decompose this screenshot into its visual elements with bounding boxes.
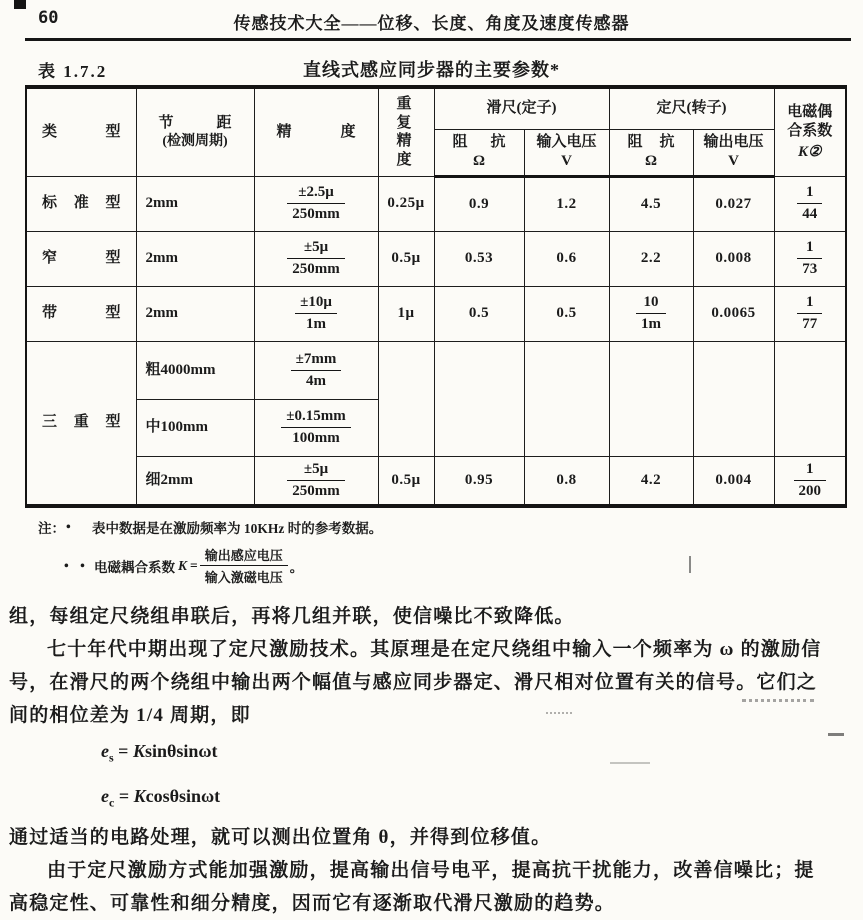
- table-cell: 0.8: [524, 456, 609, 506]
- table-cell: 0.5: [524, 286, 609, 341]
- subcol-input-voltage: 输入电压 V: [524, 129, 609, 176]
- page-header: [0, 0, 863, 38]
- table-cell: [609, 286, 693, 341]
- note-1-marker: •: [66, 519, 71, 534]
- table-label: 表 1.7.2: [38, 62, 108, 81]
- fraction: $\frac{1}{77}$: [797, 293, 822, 334]
- table-cell: 0.0065: [693, 286, 774, 341]
- table-notes: [38, 517, 863, 586]
- table-title: 直线式感应同步器的主要参数*: [303, 60, 560, 80]
- fraction: $\frac{1}{44}$: [797, 183, 822, 224]
- parameters-table: [25, 85, 847, 508]
- table-cell: 粗4000mm: [136, 341, 254, 399]
- table-cell: [254, 399, 378, 456]
- table-cell: 中100mm: [136, 399, 254, 456]
- page-number: 60: [38, 8, 59, 28]
- table-caption: [0, 51, 863, 85]
- note-2-equals: =: [190, 557, 198, 573]
- table-cell: 0.6: [524, 231, 609, 286]
- row-type-label: 带型: [26, 286, 136, 341]
- note-1-text: 表中数据是在激励频率为 10KHz 时的参考数据。: [92, 521, 383, 536]
- note-2: [64, 545, 863, 586]
- note-1: [38, 517, 863, 537]
- note-2-text: 电磁耦合系数: [94, 559, 175, 575]
- empty-cell: [774, 341, 846, 456]
- fraction: $\frac{1}{73}$: [797, 238, 822, 279]
- table-row-triple-fine: [26, 456, 846, 506]
- row-type-label: 标准型: [26, 176, 136, 231]
- fraction: $\frac{\pm 0.15mm}{100mm}$: [281, 407, 350, 448]
- header-row-groups: [26, 87, 846, 129]
- table-cell: 4.5: [609, 176, 693, 231]
- equation-sine: $e_s = Ksin\theta\sin\omega t$: [101, 741, 218, 765]
- table-cell: [254, 231, 378, 286]
- paragraph-line: 由于定尺激励方式能加强激励，提高输出信号电平，提高抗干扰能力，改善信噪比；提: [47, 860, 815, 882]
- note-2-marker: • •: [64, 557, 89, 573]
- table-row-narrow: [26, 231, 846, 286]
- fraction: $\frac{\pm 2.5\mu}{250mm}$: [287, 183, 345, 224]
- table-cell: 0.53: [434, 231, 524, 286]
- paragraph-line: 七十年代中期出现了定尺激励技术。其原理是在定尺绕组中输入一个频率为 ω 的激励信: [47, 639, 822, 660]
- col-header-repeat: 重复 精度: [378, 87, 434, 176]
- table-cell: 0.5: [434, 286, 524, 341]
- table-cell: 2.2: [609, 231, 693, 286]
- fraction: $\frac{\pm 7mm}{4m}$: [291, 350, 342, 391]
- col-header-type: 类型: [26, 87, 136, 176]
- table-cell: 0.008: [693, 231, 774, 286]
- col-header-accuracy: 精度: [254, 87, 378, 176]
- empty-cell: [609, 341, 693, 456]
- table-cell: 0.5μ: [378, 231, 434, 286]
- table-cell: 0.5μ: [378, 456, 434, 506]
- table-cell: [254, 176, 378, 231]
- subcol-slider-impedance: 阻抗 Ω: [434, 129, 524, 176]
- row-type-label: 三重型: [26, 341, 136, 506]
- empty-cell: [524, 341, 609, 456]
- paragraph-line: 间的相位差为 1/4 周期，即: [9, 705, 251, 726]
- table-cell: 0.95: [434, 456, 524, 506]
- table-cell: [774, 231, 846, 286]
- paragraph-line: 通过适当的电路处理，就可以测出位置角 θ，并得到位移值。: [9, 827, 552, 849]
- table-cell: 2mm: [136, 286, 254, 341]
- table-row-standard: [26, 176, 846, 231]
- fraction: $\frac{\text{输出感应电压}}{\text{输入激磁电压}}$: [200, 545, 288, 586]
- equation-cosine: $e_c = Kcos\theta\sin\omega t$: [101, 785, 221, 810]
- note-label: 注：: [38, 521, 65, 536]
- col-header-pitch: 节距 (检测周期): [136, 87, 254, 176]
- table-cell: [774, 286, 846, 341]
- table-cell: 1μ: [378, 286, 434, 341]
- table-cell: [254, 341, 378, 399]
- paragraph-line: 高稳定性、可靠性和细分精度，因而它有逐渐取代滑尺激励的趋势。: [9, 893, 616, 915]
- table-cell: [774, 176, 846, 231]
- row-type-label: 窄型: [26, 231, 136, 286]
- fraction: $\frac{1}{200}$: [794, 460, 827, 501]
- body-text: [9, 600, 855, 920]
- table-cell: 4.2: [609, 456, 693, 506]
- running-title: 传感技术大全——位移、长度、角度及速度传感器: [233, 14, 630, 33]
- group-header-slider: 滑尺(定子): [434, 87, 609, 129]
- paragraph-line: 组，每组定尺绕组串联后，再将几组并联，使信噪比不致降低。: [9, 606, 575, 627]
- coupling-symbol: K②: [798, 143, 822, 160]
- subcol-output-voltage: 输出电压 V: [693, 129, 774, 176]
- table-cell: 0.027: [693, 176, 774, 231]
- table-cell: 细2mm: [136, 456, 254, 506]
- subcol-scale-impedance: 阻抗 Ω: [609, 129, 693, 176]
- empty-cell: [378, 341, 434, 456]
- table-row-tape: [26, 286, 846, 341]
- table-cell: [774, 456, 846, 506]
- col-header-coupling: 电磁偶 合系数 K②: [774, 87, 846, 176]
- note-2-period: 。: [289, 559, 304, 575]
- fraction: $\frac{\pm 5\mu}{250mm}$: [287, 238, 345, 279]
- table-cell: [254, 456, 378, 506]
- fraction: $\frac{10}{1m}$: [636, 293, 666, 334]
- table-cell: 1.2: [524, 176, 609, 231]
- paragraph-line: 号，在滑尺的两个绕组中输出两个幅值与感应同步器定、滑尺相对位置有关的信号。它们之: [9, 672, 818, 693]
- group-header-scale: 定尺(转子): [609, 87, 774, 129]
- table-cell: [254, 286, 378, 341]
- col-header-pitch-sub: (检测周期): [162, 134, 228, 150]
- header-rule: [25, 38, 851, 41]
- table-cell: 2mm: [136, 231, 254, 286]
- fraction: $\frac{\pm 10\mu}{1m}$: [295, 293, 337, 334]
- coupling-variable: K: [178, 557, 188, 573]
- table-row-triple-coarse: [26, 341, 846, 399]
- empty-cell: [693, 341, 774, 456]
- table-cell: 0.004: [693, 456, 774, 506]
- empty-cell: [434, 341, 524, 456]
- table-cell: 2mm: [136, 176, 254, 231]
- fraction: $\frac{\pm 5\mu}{250mm}$: [287, 460, 345, 501]
- table-cell: 0.9: [434, 176, 524, 231]
- table-cell: 0.25μ: [378, 176, 434, 231]
